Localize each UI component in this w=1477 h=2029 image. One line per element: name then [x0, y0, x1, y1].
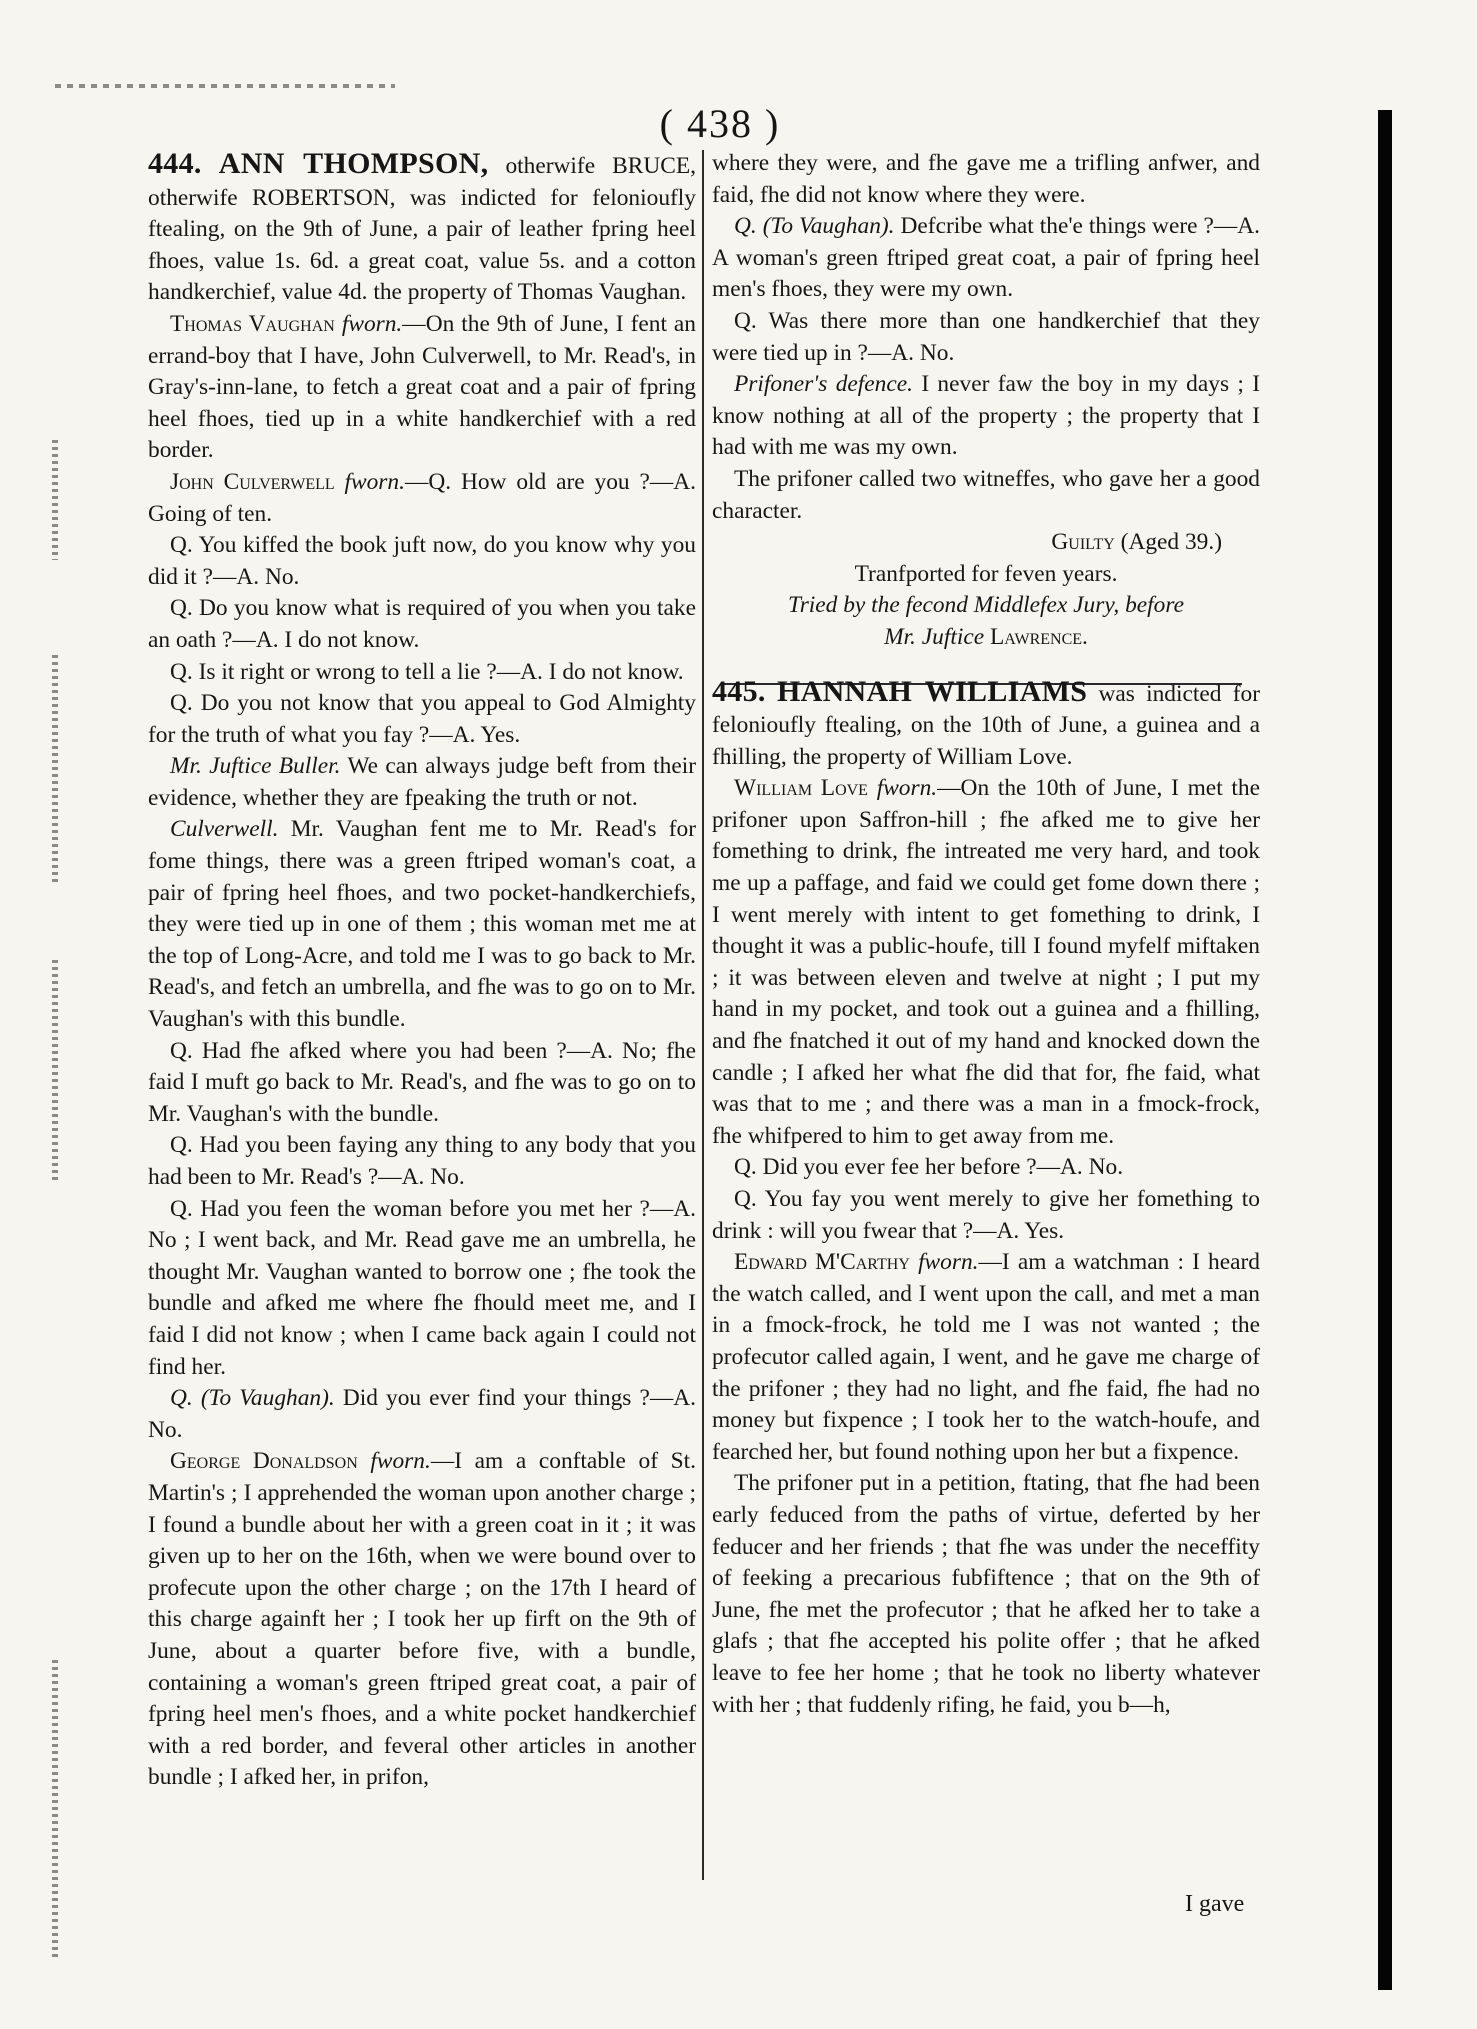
scan-margin-mark: [52, 655, 58, 885]
verdict-line: [712, 527, 1260, 559]
judge-title: Mr. Juftice: [884, 623, 985, 650]
testimony-paragraph: [148, 467, 696, 530]
testimony-text: —On the 10th of June, I met the prifoner upon Saffron-hill ; fhe afked me to give her fomething to drink, fhe intreated me very hard, and took me up a paffage, and faid we could get fome down there ; I went merely with intent to get fomething to drink, I thought it was a public-houfe, till I found myfelf miftaken ; it was between eleven and twelve at night ; I put my hand in my pocket, and took out a guinea and a fhilling, and fhe fnatched it out of my hand and knocked down the candle ; I afked her what fhe did that for, fhe faid, what was that to me ; and there was a man in a fmock-frock, fhe whifpered to him to get away from me.: [712, 775, 1260, 1149]
sworn-label: fworn.: [344, 468, 405, 495]
witness-name: John Culverwell: [170, 468, 335, 495]
witness-note: The prifoner called two witneffes, who gave her a good character.: [712, 465, 1260, 524]
spacer: [712, 654, 1260, 676]
judge-line: [712, 622, 1260, 654]
testimony-paragraph: [148, 309, 696, 467]
petition-paragraph: The prifoner put in a petition, ftating, that fhe had been early feduced from the paths of virtue, deferted by her feducer and her friends ; that fhe was under the neceffity of feeking a precarious fubfiftence ; that on the 9th of June, fhe met the profecutor ; that he afked her to take a glafs ; that fhe accepted his polite offer ; that he afked leave to fee her home ; that he took no liberty whatever with her ; that fuddenly rifing, he faid, you b—h,: [712, 1470, 1260, 1718]
judge-remark: [148, 751, 696, 814]
witness-name: George Donaldson: [170, 1448, 358, 1475]
sworn-label: fworn.: [370, 1448, 431, 1475]
tried-by-line: Tried by the fecond Middlefex Jury, before: [787, 592, 1184, 619]
testimony-text: —I am a watchman : I heard the watch called, and I went upon the call, and met a man in a fmock-frock, he told me I was not wanted ; the profecutor called again, I went, and he gave me charge of the prifoner ; they had no light, and fhe faid, fhe had no money but fixpence ; I took her to the watch-houfe, and fearched her, but found nothing upon her but a fixpence.: [712, 1249, 1261, 1465]
book-spine-shadow: [1378, 110, 1392, 1990]
testimony-text: —Q. How old are you ?—A. Going of ten.: [148, 468, 696, 527]
defendant-name: ANN THOMPSON,: [218, 147, 489, 180]
question-paragraph: Q. You kiffed the book juft now, do you know why you did it ?—A. No.: [148, 532, 696, 590]
speaker-label: Q. (To Vaughan).: [734, 213, 895, 240]
speaker-label: Mr. Juftice Buller.: [170, 753, 341, 780]
question-paragraph: Q. Was there more than one handkerchief that they were tied up in ?—A. No.: [712, 307, 1260, 366]
page-number: ( 438 ): [659, 101, 781, 146]
scan-header-noise: [55, 84, 395, 88]
speaker-label: Q. (To Vaughan).: [170, 1385, 335, 1412]
case-444-heading: [148, 148, 696, 309]
defence-paragraph: [712, 369, 1260, 464]
testimony-paragraph: [148, 1446, 696, 1794]
question-paragraph: Q. Had you been faying any thing to any body that you had been to Mr. Read's ?—A. No.: [148, 1132, 696, 1190]
question-text: Did you ever find your things ?—A. No.: [148, 1385, 696, 1443]
indictment-text: otherwife BRUCE, otherwife ROBERTSON, was indicted for felonioufly ftealing, on the 9th of June, a pair of leather fpring heel fhoes, value 1s. 6d. a great coat, value 5s. and a cotton handkerchief, value 4d. the property of Thomas Vaughan.: [148, 153, 696, 306]
case-number: 444.: [148, 147, 202, 180]
judge-name: Lawrence.: [989, 623, 1088, 650]
scan-margin-mark: [52, 960, 58, 1180]
sworn-label: fworn.: [918, 1249, 979, 1276]
defence-text: I never faw the boy in my days ; I know nothing at all of the property ; the property that I had with me was my own.: [712, 371, 1260, 461]
question-paragraph: [712, 211, 1260, 306]
testimony-text: Mr. Vaughan fent me to Mr. Read's for fome things, there was a green ftriped woman's coat, a pair of fpring heel fhoes, and two pocket-handkerchiefs, they were tied up in one of them ; this woman met me at the top of Long-Acre, and told me I was to go back to Mr. Read's, and fetch an umbrella, and fhe was to go on to Mr. Vaughan's with this bundle.: [148, 816, 696, 1033]
defendant-name: HANNAH WILLIAMS: [776, 674, 1088, 708]
speaker-label: Prifoner's defence.: [734, 371, 913, 398]
question-paragraph: Q. Had you feen the woman before you met her ?—A. No ; I went back, and Mr. Read gave me an umbrella, he thought Mr. Vaughan wanted to borrow one ; fhe took the bundle and afked me where fhe fhould meet me, and I faid I did not know ; when I came back again I could not find her.: [148, 1195, 696, 1380]
indictment-text: was indicted for felonioufly ftealing, on the 10th of June, a guinea and a fhilling, the property of William Love.: [712, 680, 1260, 770]
remark-text: We can always judge beft from their evidence, whether they are fpeaking the truth or not.: [148, 753, 696, 811]
catchword: I gave: [1185, 1891, 1245, 1917]
scan-margin-mark: [52, 440, 58, 560]
defendant-age: (Aged 39.): [1120, 529, 1222, 556]
question-paragraph: Q. Do you know what is required of you when you take an oath ?—A. I do not know.: [148, 595, 696, 653]
witness-name: Thomas Vaughan: [170, 310, 335, 337]
right-column: [712, 148, 1260, 1721]
witness-name: Edward M'Carthy: [734, 1249, 910, 1276]
speaker-label: Culverwell.: [170, 816, 279, 843]
left-column: [148, 148, 696, 1794]
witness-name: William Love: [734, 775, 868, 802]
question-paragraph: Q. You fay you went merely to give her fomething to drink : will you fwear that ?—A. Yes.: [712, 1186, 1260, 1244]
case-445-heading: [712, 676, 1260, 774]
testimony-continued: where they were, and fhe gave me a trifling anfwer, and faid, fhe did not know where they were.: [712, 150, 1260, 208]
testimony-paragraph: [712, 1247, 1260, 1468]
scan-margin-mark: [52, 1660, 58, 1960]
sentence: Tranfported for feven years.: [854, 560, 1118, 587]
sworn-label: fworn.: [341, 310, 403, 337]
question-paragraph: Q. Is it right or wrong to tell a lie ?—A. I do not know.: [170, 658, 684, 685]
column-divider: [702, 150, 704, 1880]
testimony-paragraph: [148, 814, 696, 1035]
question-paragraph: Q. Do you not know that you appeal to God Almighty for the truth of what you fay ?—A. Yes.: [148, 690, 696, 748]
testimony-text: —On the 9th of June, I fent an errand-boy that I have, John Culverwell, to Mr. Read's, in Gray's-inn-lane, to fetch a great coat and a pair of fpring heel fhoes, tied up in a white handkerchief with a red border.: [148, 310, 696, 464]
question-paragraph: Q. Did you ever fee her before ?—A. No.: [734, 1154, 1124, 1181]
sworn-label: fworn.: [876, 775, 938, 802]
verdict: Guilty: [1051, 529, 1115, 556]
question-paragraph: Q. Had fhe afked where you had been ?—A. No; fhe faid I muft go back to Mr. Read's, and fhe was to go on to Mr. Vaughan's with the bundle.: [148, 1037, 696, 1127]
case-number: 445.: [712, 674, 766, 708]
testimony-paragraph: [712, 773, 1260, 1152]
question-paragraph: [148, 1383, 696, 1446]
testimony-text: —I am a conftable of St. Martin's ; I apprehended the woman upon another charge ; I found a bundle about her with a green coat in it ; it was given up to her on the 16th, when we were bound over to profecute upon the other charge ; on the 17th I heard of this charge againft her ; I took her up firft on the 9th of June, about a quarter before five, with a bundle, containing a woman's green ftriped great coat, a pair of fpring heel men's fhoes, and a white pocket handkerchief with a red border, and feveral other articles in another bundle ; I afked her, in prifon,: [148, 1448, 696, 1791]
question-text: Defcribe what the'e things were ?—A. A woman's green ftriped great coat, a pair of fpring heel men's fhoes, they were my own.: [712, 213, 1260, 303]
